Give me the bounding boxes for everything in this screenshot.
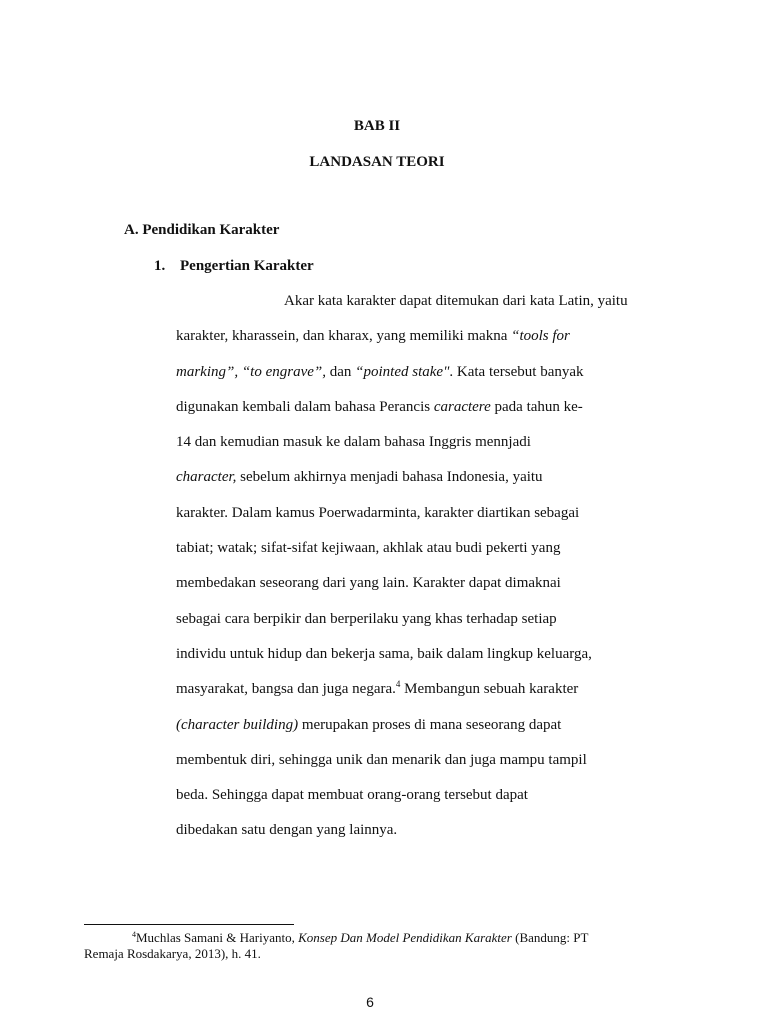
text-run: . Kata tersebut banyak (449, 363, 584, 380)
italic-term: caractere (433, 398, 491, 415)
text-run: karakter. Dalam kamus Poerwadarminta, karakter diartikan sebagai (176, 504, 580, 521)
body-paragraph (176, 290, 676, 855)
text-run: merupakan proses di mana seseorang dapat (298, 716, 562, 733)
body-line (176, 643, 676, 678)
body-line (176, 608, 676, 643)
body-line (176, 678, 676, 713)
text-run: Akar kata karakter dapat ditemukan dari kata Latin, yaitu (284, 293, 628, 309)
body-line (176, 784, 676, 819)
text-run: membedakan seseorang dari yang lain. Karakter dapat dimaknai (176, 575, 561, 592)
italic-term: “pointed stake" (355, 363, 450, 380)
footnote-reference[interactable]: 4 (395, 679, 401, 690)
italic-term: (character building) (176, 716, 299, 733)
text-run: individu untuk hidup dan bekerja sama, baik dalam lingkup keluarga, (176, 645, 592, 662)
footnote-author: Muchlas Samani & Hariyanto, (136, 930, 299, 945)
text-run: digunakan kembali dalam bahasa Perancis (176, 398, 434, 415)
text-run: sebelum akhirnya menjadi bahasa Indonesia, yaitu (236, 469, 543, 486)
body-line (176, 431, 676, 466)
italic-term: character, (176, 469, 237, 486)
page-number: 6 (366, 994, 374, 1010)
text-run: pada tahun ke- (490, 398, 583, 415)
body-line (176, 361, 676, 396)
body-line (176, 290, 676, 325)
footnote-publisher: (Bandung: PT (511, 930, 589, 945)
body-line (176, 537, 676, 572)
text-run: sebagai cara berpikir dan berperilaku yang khas terhadap setiap (176, 610, 557, 627)
footnote-line (84, 946, 684, 962)
subsection-title: Pengertian Karakter (180, 258, 314, 274)
text-run: masyarakat, bangsa dan juga negara. (176, 681, 396, 698)
body-line (176, 396, 676, 431)
text-run: tabiat; watak; sifat-sifat kejiwaan, akhlak atau budi pekerti yang (176, 540, 561, 557)
italic-term: marking”, “to engrave”, (176, 363, 326, 380)
footnote-marker: 4 (132, 930, 136, 939)
body-line (176, 819, 676, 854)
chapter-label: BAB II (353, 118, 401, 134)
footnote (84, 930, 684, 962)
body-line (176, 749, 676, 784)
body-line (176, 502, 676, 537)
section-heading: A. Pendidikan Karakter (124, 222, 280, 238)
footnote-publisher: Remaja Rosdakarya, 2013), h. 41. (84, 946, 261, 961)
text-run: Membangun sebuah karakter (400, 681, 579, 698)
text-run: karakter, kharassein, dan kharax, yang memiliki makna (176, 328, 512, 345)
text-run: dibedakan satu dengan yang lainnya. (176, 822, 398, 839)
text-run: beda. Sehingga dapat membuat orang-orang tersebut dapat (176, 787, 528, 804)
text-run: 14 dan kemudian masuk ke dalam bahasa Inggris mennjadi (176, 434, 531, 451)
text-run: dan (326, 363, 356, 380)
subsection-number: 1. (154, 258, 166, 274)
footnote-divider (84, 924, 294, 925)
chapter-title: LANDASAN TEORI (309, 154, 445, 170)
footnote-line (84, 930, 684, 946)
text-run: membentuk diri, sehingga unik dan menarik dan juga mampu tampil (176, 751, 587, 768)
body-line (176, 325, 676, 360)
footnote-book-title: Konsep Dan Model Pendidikan Karakter (298, 930, 512, 945)
body-line (176, 466, 676, 501)
subsection-heading (154, 258, 314, 275)
body-line (176, 572, 676, 607)
italic-term: “tools for (511, 328, 570, 345)
body-line (176, 714, 676, 749)
